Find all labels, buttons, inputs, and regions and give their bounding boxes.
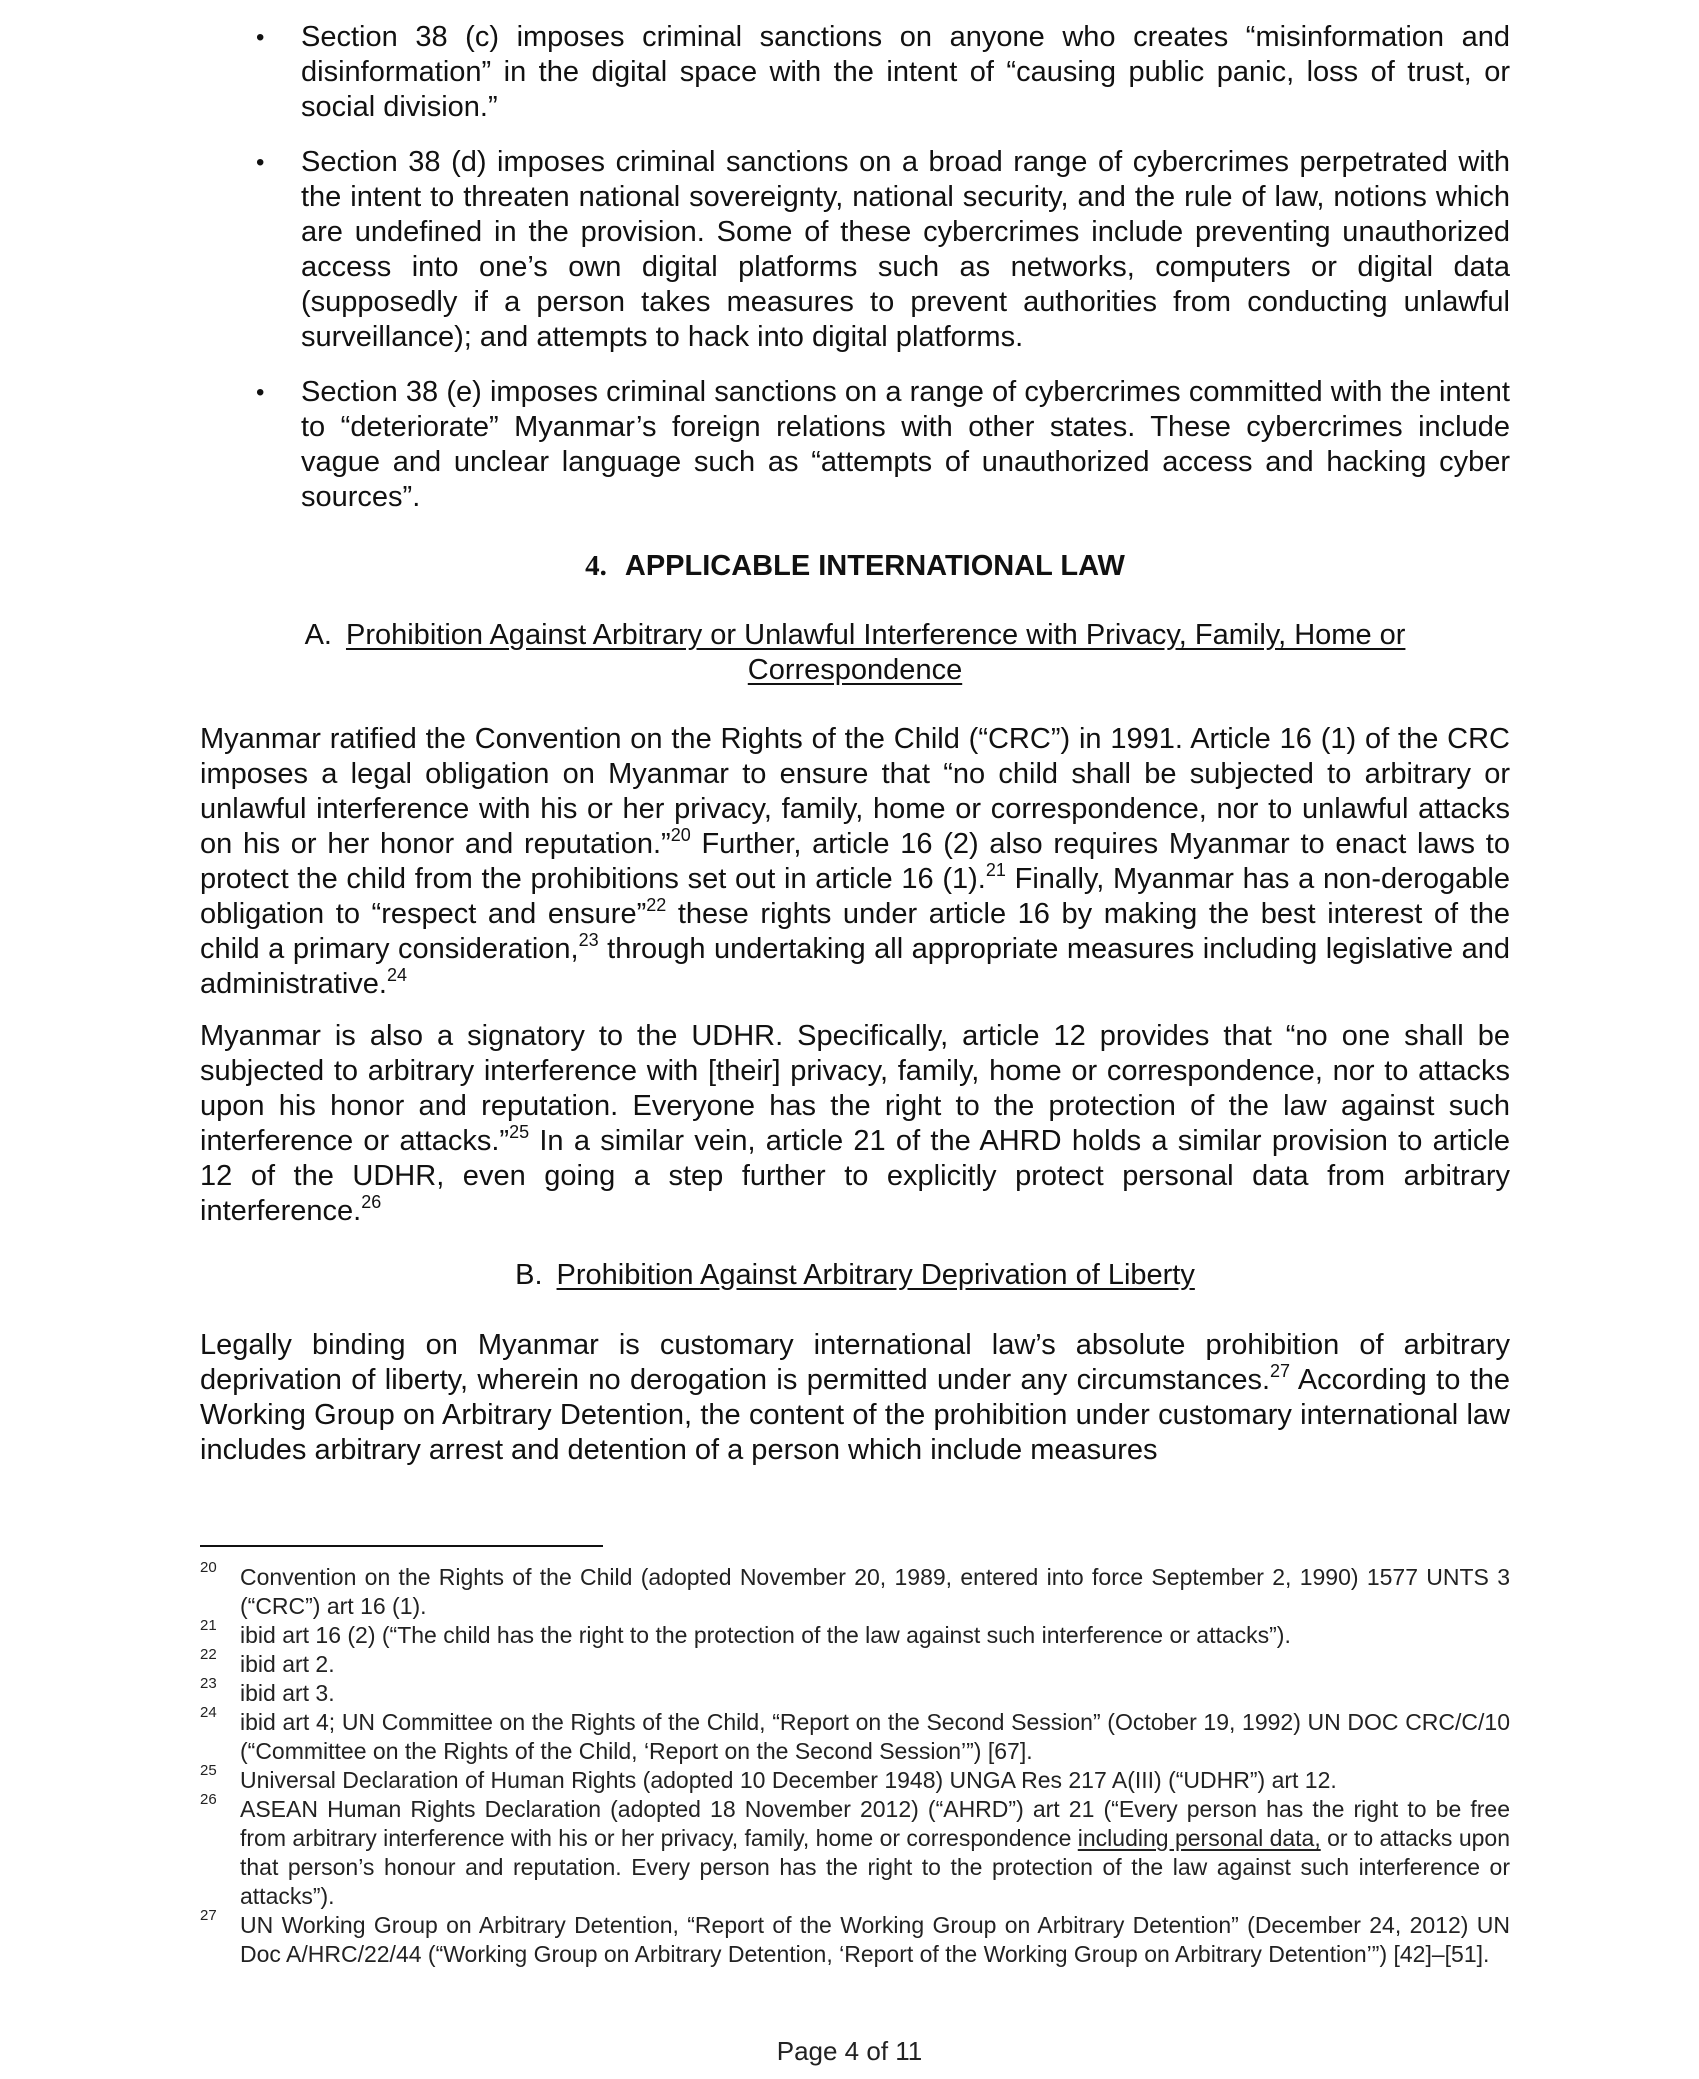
footnote-text: UN Working Group on Arbitrary Detention, “Report of the Working Group on Arbitrary Detention” (December 24, 2012) UN Doc A/HRC/22/44 (“Working Group on Arbitrary Detention, ‘Report of the Working Group on Arbitrary Detention’”) [42]–[51].	[240, 1912, 1510, 1967]
bullet-list	[235, 20, 1510, 535]
footnote-number: 21	[200, 1617, 217, 1634]
footnote-text: Universal Declaration of Human Rights (adopted 10 December 1948) UNGA Res 217 A(III) (“UDHR”) art 12.	[240, 1767, 1337, 1793]
footnote-number: 25	[200, 1762, 217, 1779]
bullet-text: Section 38 (d) imposes criminal sanctions on a broad range of cybercrimes perpetrated with the intent to threaten national sovereignty, national security, and the rule of law, notions which are undefined in the provision. Some of these cybercrimes include preventing unauthorized access into one’s own digital platforms such as networks, computers or digital data (supposedly if a person takes measures to prevent authorities from conducting unlawful surveillance); and attempts to hack into digital platforms.	[301, 146, 1510, 353]
paragraph-text: through undertaking all appropriate measures including legislative and administrative.	[200, 933, 1511, 1000]
footnote-text-part: or to attacks upon that person’s honour and reputation. Every person has the right to the protection of the law against such interference or attacks”).	[240, 1825, 1510, 1909]
section-number: 4.	[585, 550, 607, 582]
paragraph-text: these rights under article 16 by making the best interest of the child a primary consideration,	[200, 898, 1510, 965]
footnote	[200, 1791, 1510, 1911]
bullet-icon: •	[256, 379, 265, 406]
section-heading	[200, 548, 1510, 584]
bullet-item	[235, 20, 1510, 125]
footnote-number: 23	[200, 1675, 217, 1692]
subsection-letter: B.	[515, 1259, 543, 1291]
section-title: APPLICABLE INTERNATIONAL LAW	[624, 550, 1125, 582]
footnote-separator	[200, 1545, 603, 1547]
bullet-text: Section 38 (e) imposes criminal sanctions on a range of cybercrimes committed with the intent to “deteriorate” Myanmar’s foreign relations with other states. These cybercrimes include vague and unclear language such as “attempts of unauthorized access and hacking cyber sources”.	[301, 376, 1510, 513]
footnote-reference[interactable]: 26	[361, 1192, 382, 1212]
footnote	[200, 1907, 1510, 1969]
footnote-reference[interactable]: 25	[509, 1122, 530, 1142]
footnote-text: ibid art 2.	[240, 1651, 335, 1677]
paragraph-text: Myanmar is also a signatory to the UDHR. Specifically, article 12 provides that “no one shall be subjected to arbitrary interference with [their] privacy, family, home or correspondence, nor to attacks upon his honor and reputation. Everyone has the right to the protection of the law against such interference or attacks.”	[200, 1020, 1510, 1157]
footnote	[200, 1559, 1510, 1621]
paragraph-text: Finally, Myanmar has a non-derogable obligation to “respect and ensure”	[200, 863, 1510, 930]
footnote	[200, 1675, 1510, 1708]
subsection-letter: A.	[304, 619, 332, 651]
subsection-title: Prohibition Against Arbitrary Deprivation of Liberty	[556, 1259, 1195, 1291]
footnote-text: ibid art 16 (2) (“The child has the right to the protection of the law against such interference or attacks”).	[240, 1622, 1291, 1648]
bullet-icon: •	[256, 149, 265, 176]
subsection-heading-a	[200, 618, 1510, 688]
paragraph-text: Legally binding on Myanmar is customary international law’s absolute prohibition of arbitrary deprivation of liberty, wherein no derogation is permitted under any circumstances.	[200, 1329, 1510, 1396]
footnote-text: ibid art 3.	[240, 1680, 335, 1706]
footnote	[200, 1646, 1510, 1679]
footnote-text: Convention on the Rights of the Child (adopted November 20, 1989, entered into force September 2, 1990) 1577 UNTS 3 (“CRC”) art 16 (1).	[240, 1564, 1510, 1619]
footnote-reference[interactable]: 21	[985, 860, 1006, 880]
footnote	[200, 1704, 1510, 1766]
footnote	[200, 1617, 1510, 1650]
footnote-text	[240, 1796, 1510, 1909]
footnote-text-part: ASEAN Human Rights Declaration (adopted 18 November 2012) (“AHRD”) art 21 (“Every person has the right to be free from arbitrary interference with his or her privacy, family, home or correspondence	[240, 1796, 1510, 1851]
footnote-underlined-text: including personal data,	[1077, 1825, 1321, 1851]
footnote-reference[interactable]: 23	[578, 930, 599, 950]
page-number: Page 4 of 11	[776, 2036, 923, 2066]
paragraph-text: Further, article 16 (2) also requires Myanmar to enact laws to protect the child from the prohibitions set out in article 16 (1).	[200, 828, 1510, 895]
bullet-text: Section 38 (c) imposes criminal sanctions on anyone who creates “misinformation and disinformation” in the digital space with the intent of “causing public panic, loss of trust, or social division.”	[301, 21, 1510, 123]
subsection-title: Prohibition Against Arbitrary or Unlawful Interference with Privacy, Family, Home or Correspondence	[345, 619, 1406, 686]
footnote-number: 27	[200, 1907, 217, 1924]
bullet-item	[235, 145, 1510, 355]
footnote-reference[interactable]: 20	[670, 825, 691, 845]
subsection-heading-b	[200, 1258, 1510, 1293]
footnotes	[200, 1559, 1510, 1969]
paragraph	[200, 1328, 1510, 1468]
bullet-icon: •	[256, 24, 265, 51]
paragraph-text: According to the Working Group on Arbitrary Detention, the content of the prohibition under customary international law includes arbitrary arrest and detention of a person which include measures	[200, 1364, 1511, 1466]
footnote-text: ibid art 4; UN Committee on the Rights of the Child, “Report on the Second Session” (October 19, 1992) UN DOC CRC/C/10 (“Committee on the Rights of the Child, ‘Report on the Second Session’”) [67].	[240, 1709, 1510, 1764]
footnote-number: 22	[200, 1646, 217, 1663]
paragraph-text: In a similar vein, article 21 of the AHRD holds a similar provision to article 12 of the UDHR, even going a step further to explicitly protect personal data from arbitrary interference.	[200, 1125, 1510, 1227]
paragraph	[200, 1019, 1510, 1229]
footnote-number: 20	[200, 1559, 217, 1576]
bullet-item	[235, 375, 1510, 515]
footnote-number: 24	[200, 1704, 217, 1721]
paragraph-text: Myanmar ratified the Convention on the Rights of the Child (“CRC”) in 1991. Article 16 (1) of the CRC imposes a legal obligation on Myanmar to ensure that “no child shall be subjected to arbitrary or unlawful interference with his or her privacy, family, home or correspondence, nor to unlawful attacks on his or her honor and reputation.”	[200, 723, 1510, 860]
footnote-reference[interactable]: 27	[1270, 1361, 1291, 1381]
paragraph	[200, 722, 1510, 1002]
footnote-reference[interactable]: 22	[646, 895, 667, 915]
footnote-number: 26	[200, 1791, 217, 1808]
footnote-reference[interactable]: 24	[386, 965, 407, 985]
footnote	[200, 1762, 1510, 1795]
